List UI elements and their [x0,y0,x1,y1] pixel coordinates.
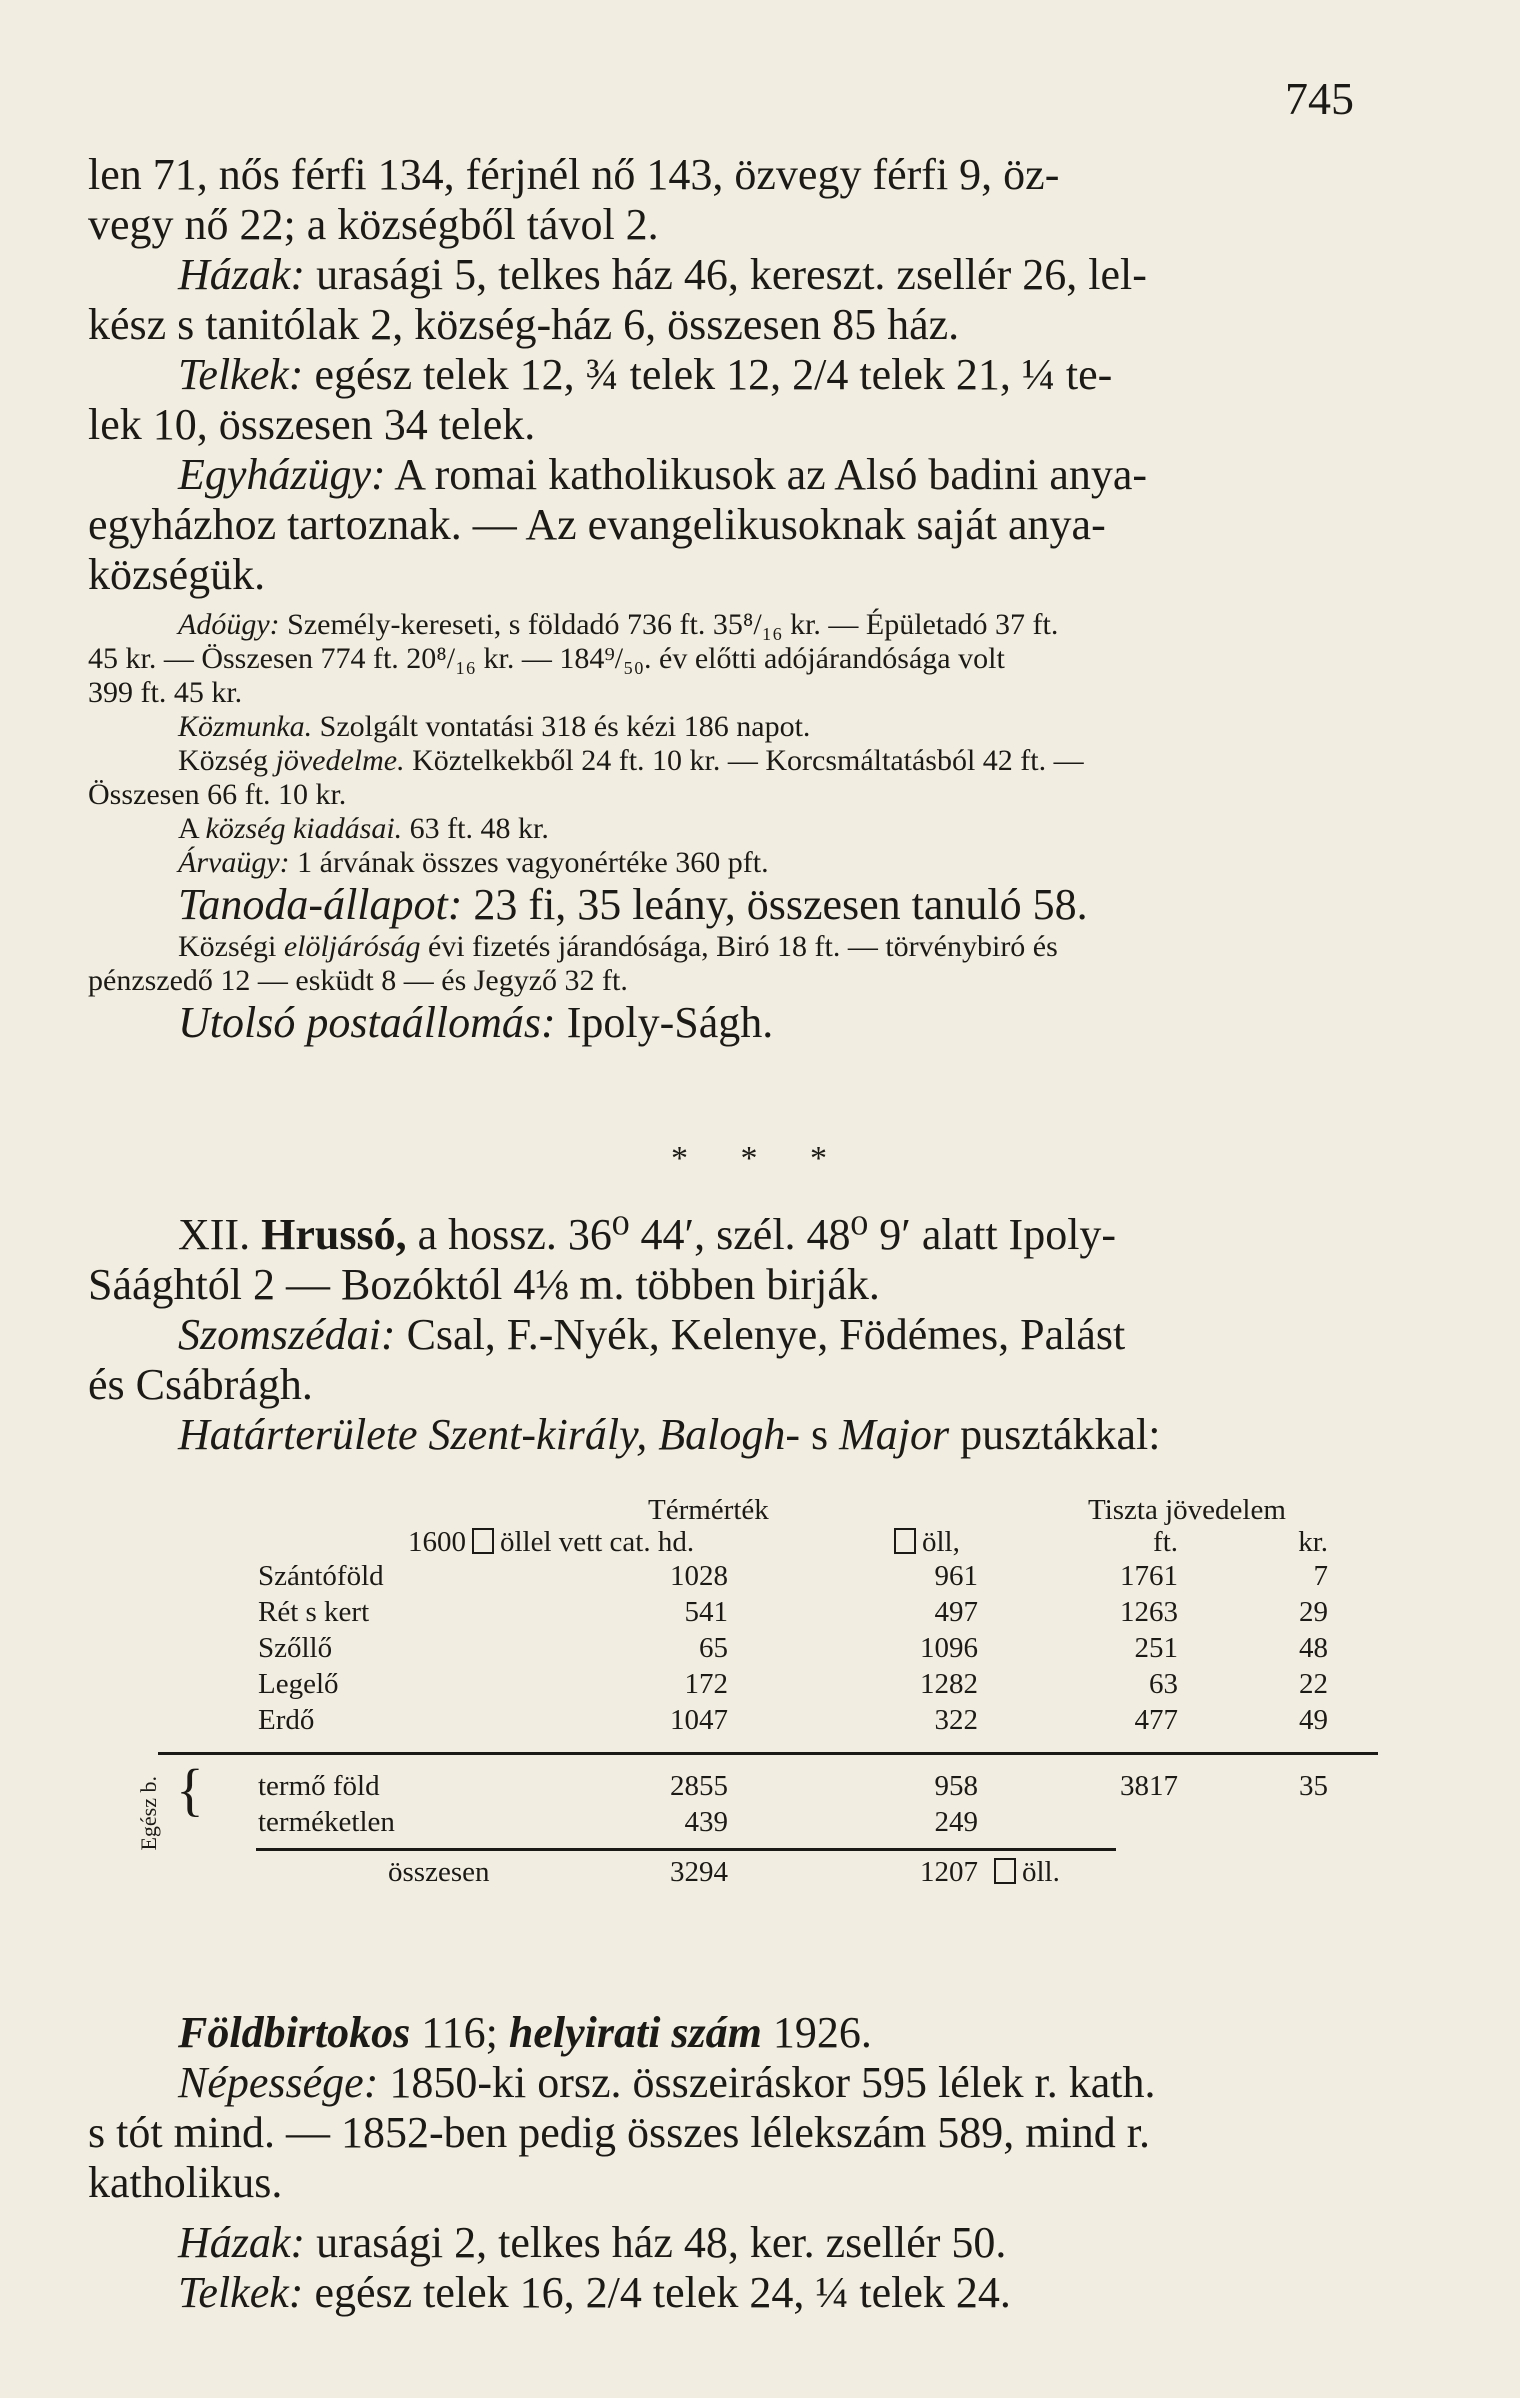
row-name: Szőllő [258,1632,333,1664]
header-tiszta: Tiszta jövedelem [1088,1494,1286,1526]
text-posta: Ipoly-Ságh. [555,998,774,1047]
label-kiad: község kiadásai. [205,812,403,845]
text-coords: a hossz. 36⁰ 44′, szél. 48⁰ 9′ alatt Ipoly- [406,1210,1117,1259]
total-oll: 958 [934,1770,978,1802]
sum-unit [988,1856,1060,1889]
table-row [88,1596,1378,1632]
line: pénzszedő 12 — esküdt 8 — és Jegyző 32 ft. [88,964,628,997]
row-hd: 172 [684,1668,728,1700]
header-oll [888,1526,960,1559]
text-telkek2: egész telek 16, 2/4 telek 24, ¼ telek 24. [303,2268,1011,2317]
header-termertek: Térmérték [648,1494,769,1526]
header-oll-text: öll, [922,1526,960,1558]
line: kész s tanitólak 2, község-ház 6, összesen 85 ház. [88,300,960,349]
text-jov: Köztelkekből 24 ft. 10 kr. — Korcsmáltatásból 42 ft. — [404,744,1084,777]
line: községük. [88,550,266,599]
text-kiad-pre: A [178,812,206,845]
text-hazak: urasági 5, telkes ház 46, kereszt. zsellér 26, lel- [305,250,1147,299]
label-elol: elöljáróság [283,930,421,963]
text-hatar: pusztákkal: [949,1410,1161,1459]
row-ft: 1263 [1120,1596,1178,1628]
total-kr: 35 [1299,1770,1328,1802]
bracket: { [176,1757,204,1822]
row-name: Rét s kert [258,1596,370,1628]
line: és Csábrágh. [88,1360,313,1409]
square-symbol [472,1528,494,1554]
label-jov: jövedelme. [275,744,405,777]
page-number: 745 [1285,73,1354,124]
text-hazak2: urasági 2, telkes ház 48, ker. zsellér 50. [305,2218,1007,2267]
row-ft: 251 [1134,1632,1178,1664]
line: katholikus. [88,2158,283,2207]
line: 399 ft. 45 kr. [88,676,243,709]
row-kr: 7 [1313,1560,1328,1592]
total-name: termő föld [258,1770,380,1802]
text-elol: évi fizetés járandósága, Biró 18 ft. — törvénybiró és [420,930,1058,963]
row-ft: 1761 [1120,1560,1178,1592]
square-symbol [894,1528,916,1554]
text-telkek: egész telek 12, ¾ telek 12, 2/4 telek 21, ¼ te- [303,350,1113,399]
sum-oll: 1207 [920,1856,978,1888]
text-foldbir: 116; [410,2008,509,2057]
label-kozmunka: Közmunka. [178,710,313,743]
line: s tót mind. — 1852-ben pedig összes lélekszám 589, mind r. [88,2108,1150,2157]
row-ft: 63 [1149,1668,1178,1700]
label-foldbir: Földbirtokos [178,2008,411,2057]
village-name: Hrussó, [261,1210,407,1259]
label-telkek: Telkek: [178,350,304,399]
text-helyir: 1926. [761,2008,872,2057]
total-hd: 2855 [670,1770,728,1802]
section-xii [88,1210,1378,1460]
row-hd: 541 [684,1596,728,1628]
line: 45 kr. — Összesen 774 ft. 20⁸/₁₆ kr. — 184⁹/₅₀. év előtti adójárandósága volt [88,642,1005,675]
label-helyir: helyirati szám [508,2008,762,2057]
text-kiad: 63 ft. 48 kr. [402,812,549,845]
table-row [88,1560,1378,1596]
section-number: XII. [178,1210,251,1259]
sum-rule [256,1848,1116,1851]
row-oll: 322 [934,1704,978,1736]
text-arva: 1 árvának összes vagyonértéke 360 pft. [289,846,769,879]
line: vegy nő 22; a községből távol 2. [88,200,659,249]
text-ado: Személy-kereseti, s földadó 736 ft. 35⁸/₁₆ kr. — Épületadó 37 ft. [279,608,1059,641]
label-tanoda: Tanoda-állapot: [178,880,463,929]
row-hd: 65 [699,1632,728,1664]
table-row [88,1704,1378,1740]
header-1600 [408,1526,694,1559]
total-oll: 249 [934,1806,978,1838]
header-oll-vett: öllel vett cat. hd. [500,1526,695,1558]
line: Összesen 66 ft. 10 kr. [88,778,347,811]
table-row [88,1668,1378,1704]
row-oll: 1282 [920,1668,978,1700]
text-szomszed: Csal, F.-Nyék, Kelenye, Födémes, Palást [395,1310,1126,1359]
text-jov-pre: Község [178,744,276,777]
header-kr: kr. [1298,1526,1328,1558]
table-body [88,1560,1378,1740]
line: Sáághtól 2 — Bozóktól 4⅛ m. többen birják. [88,1260,880,1309]
label-major: Major [839,1410,950,1459]
sum-name: összesen [388,1856,490,1888]
row-kr: 48 [1299,1632,1328,1664]
line: egyházhoz tartoznak. — Az evangelikusoknak saját anya- [88,500,1106,549]
header-1600-text: 1600 [408,1526,466,1558]
row-oll: 961 [934,1560,978,1592]
row-hd: 1047 [670,1704,728,1736]
line: lek 10, összesen 34 telek. [88,400,536,449]
row-oll: 1096 [920,1632,978,1664]
label-hatar: Határterülete Szent-király, Balogh- [178,1410,800,1459]
row-kr: 49 [1299,1704,1328,1736]
text-kozmunka: Szolgált vontatási 318 és kézi 186 napot. [312,710,811,743]
table-divider [158,1752,1378,1755]
label-egyhaz: Egyházügy: [178,450,386,499]
total-name: terméketlen [258,1806,395,1838]
sum-hd: 3294 [670,1856,728,1888]
sum-unit-text: öll. [1022,1856,1060,1888]
section-divider-stars: * * * [671,1140,849,1177]
label-nep: Népessége: [178,2058,379,2107]
line: len 71, nős férfi 134, férjnél nő 143, özvegy férfi 9, öz- [88,150,1060,199]
lower-section [88,2008,1378,2318]
text-hatar-mid: s [800,1410,840,1459]
total-ft: 3817 [1120,1770,1178,1802]
text-nep: 1850-ki orsz. összeiráskor 595 lélek r. kath. [378,2058,1156,2107]
label-arva: Árvaügy: [178,846,290,879]
table-row [88,1632,1378,1668]
text-egyhaz: A romai katholikusok az Alsó badini anya- [385,450,1148,499]
land-table [88,1494,1378,1888]
label-posta: Utolsó postaállomás: [178,998,556,1047]
text-elol-pre: Községi [178,930,284,963]
row-name: Szántóföld [258,1560,384,1592]
totals-block [88,1757,1378,1892]
side-label: Egész b. [136,1776,161,1851]
row-hd: 1028 [670,1560,728,1592]
row-oll: 497 [934,1596,978,1628]
header-ft: ft. [1153,1526,1178,1558]
label-szomszed: Szomszédai: [178,1310,396,1359]
square-symbol [994,1858,1016,1884]
row-ft: 477 [1134,1704,1178,1736]
upper-section [88,150,1378,1048]
row-kr: 22 [1299,1668,1328,1700]
label-ado: Adóügy: [178,608,280,641]
text-tanoda: 23 fi, 35 leány, összesen tanuló 58. [462,880,1088,929]
label-hazak2: Házak: [178,2218,306,2267]
row-name: Erdő [258,1704,315,1736]
row-kr: 29 [1299,1596,1328,1628]
label-telkek2: Telkek: [178,2268,304,2317]
label-hazak: Házak: [178,250,306,299]
total-hd: 439 [684,1806,728,1838]
row-name: Legelő [258,1668,339,1700]
